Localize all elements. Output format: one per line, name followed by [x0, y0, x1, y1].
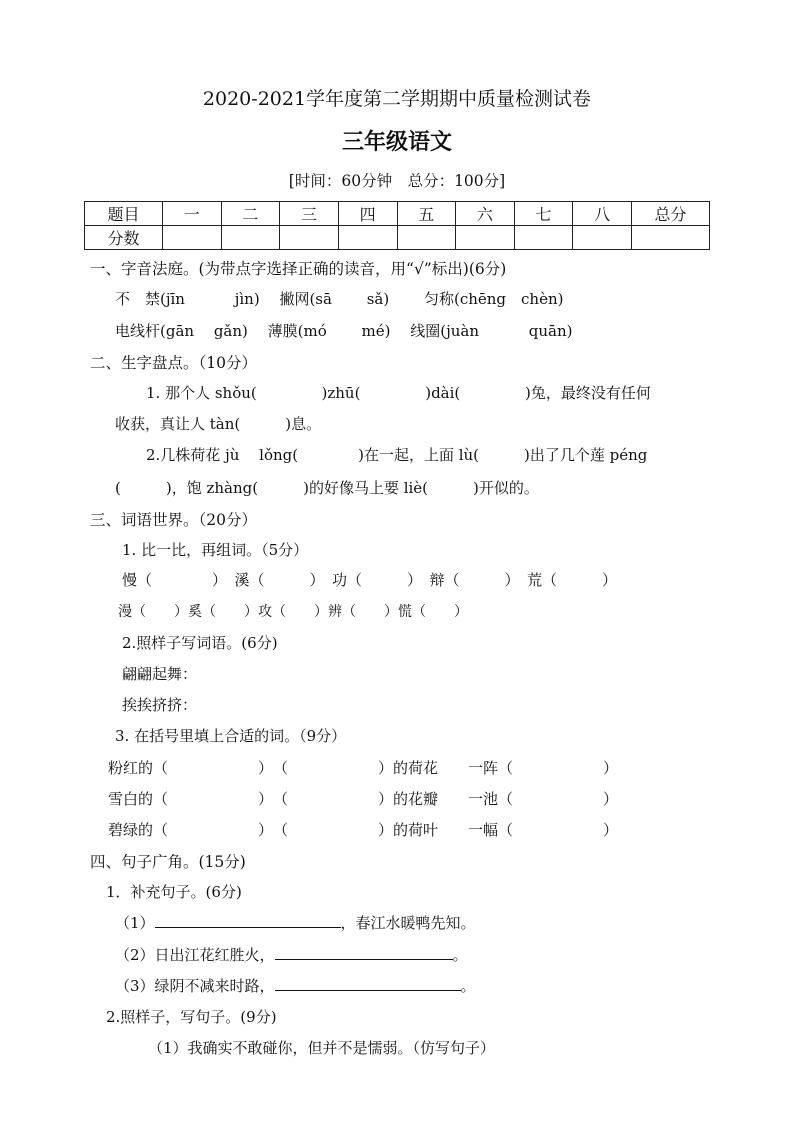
- s3-q3-row-b: 雪白的（ ） （ ）的花瓣 一池（ ）: [108, 790, 619, 808]
- s4-q1-a-prefix: （1）: [115, 914, 155, 932]
- score-row-label: 分数: [85, 226, 163, 250]
- s4-q1-b-suffix: 。: [452, 946, 468, 964]
- score-table: [84, 201, 710, 250]
- s4-q1-a-suffix: ，春江水暖鸭先知。: [340, 914, 476, 932]
- s3-question-1: 1. 比一比，再组词。（5分）: [122, 541, 309, 559]
- table-header-cell: 一: [163, 202, 222, 226]
- s4-q1-c-suffix: 。: [460, 977, 476, 995]
- exam-title: 2020-2021学年度第二学期期中质量检测试卷: [202, 88, 592, 110]
- section-2-heading: 二、生字盘点。（10分）: [90, 354, 257, 372]
- s2-line-1: 1. 那个人 shǒu( )zhū( )dài( )兔，最终没有任何: [146, 384, 651, 402]
- s2-line-4: ( )，饱 zhàng( )的好像马上要 liè( )开似的。: [115, 479, 539, 497]
- table-header-cell: 题目: [85, 202, 163, 226]
- table-header-cell: 三: [280, 202, 339, 226]
- s2-line-3: 2.几株荷花 jù lǒng( )在一起，上面 lù( )出了几个莲 péng: [146, 446, 648, 464]
- s4-q1-c: [115, 975, 476, 996]
- s3-q1-row-b: 漫（ ）奚（ ）攻（ ）辨（ ）慌（ ）: [118, 604, 468, 620]
- s4-q1-a: [115, 912, 476, 933]
- answer-blank[interactable]: [275, 989, 461, 991]
- score-cell[interactable]: [163, 226, 222, 250]
- table-header-cell: 二: [221, 202, 280, 226]
- table-header-cell: 八: [573, 202, 632, 226]
- section-3-heading: 三、词语世界。（20分）: [90, 511, 257, 529]
- exam-subject: 三年级语文: [341, 129, 452, 155]
- s3-question-3: 3. 在括号里填上合适的词。（9分）: [115, 727, 347, 745]
- answer-blank[interactable]: [155, 926, 341, 928]
- score-cell[interactable]: [280, 226, 339, 250]
- s4-q1-b-prefix: （2）日出江花红胜火，: [115, 946, 275, 964]
- s3-q3-row-c: 碧绿的（ ） （ ）的荷叶 一幅（ ）: [108, 821, 619, 839]
- section-4-heading: 四、句子广角。(15分): [90, 853, 246, 871]
- section-1-heading: 一、字音法庭。(为带点字选择正确的读音，用“√”标出)(6分): [90, 260, 507, 278]
- table-header-cell: 六: [456, 202, 515, 226]
- s4-q1-b: [115, 944, 468, 965]
- table-header-cell: 五: [397, 202, 456, 226]
- s4-question-1: 1．补充句子。(6分): [106, 883, 242, 901]
- score-cell[interactable]: [632, 226, 710, 250]
- s2-line-2: 收获，真让人 tàn( )息。: [115, 415, 322, 433]
- s3-q2-a: 翩翩起舞：: [122, 665, 198, 683]
- score-cell[interactable]: [573, 226, 632, 250]
- table-header-cell: 总分: [632, 202, 710, 226]
- score-cell[interactable]: [221, 226, 280, 250]
- s3-q2-b: 挨挨挤挤：: [122, 696, 198, 714]
- s4-question-2: 2.照样子，写句子。(9分): [106, 1008, 277, 1026]
- score-cell[interactable]: [514, 226, 573, 250]
- s3-question-2: 2.照样子写词语。(6分): [122, 634, 278, 652]
- exam-time-score: [时间：60分钟 总分：100分]: [288, 172, 506, 190]
- table-header-cell: 七: [514, 202, 573, 226]
- table-header-cell: 四: [338, 202, 397, 226]
- score-table-score-row: [85, 226, 710, 250]
- score-cell[interactable]: [397, 226, 456, 250]
- s3-q3-row-a: 粉红的（ ） （ ）的荷花 一阵（ ）: [108, 759, 619, 777]
- s1-line-1: 不 禁(jīn jìn) 撇网(sā sǎ) 匀称(chēng chèn): [115, 290, 564, 308]
- s3-q1-row-a: 慢（ ） 溪（ ） 功（ ） 辩（ ） 荒（ ）: [122, 571, 618, 589]
- score-cell[interactable]: [338, 226, 397, 250]
- s1-line-2: 电线杆(gān gǎn) 薄膜(mó mé) 线圈(juàn quān): [115, 322, 573, 340]
- score-cell[interactable]: [456, 226, 515, 250]
- score-table-header-row: [85, 202, 710, 226]
- s4-q1-c-prefix: （3）绿阴不减来时路，: [115, 977, 275, 995]
- answer-blank[interactable]: [275, 958, 453, 960]
- s4-q2-a: （1）我确实不敢碰你，但并不是懦弱。（仿写句子）: [148, 1039, 496, 1057]
